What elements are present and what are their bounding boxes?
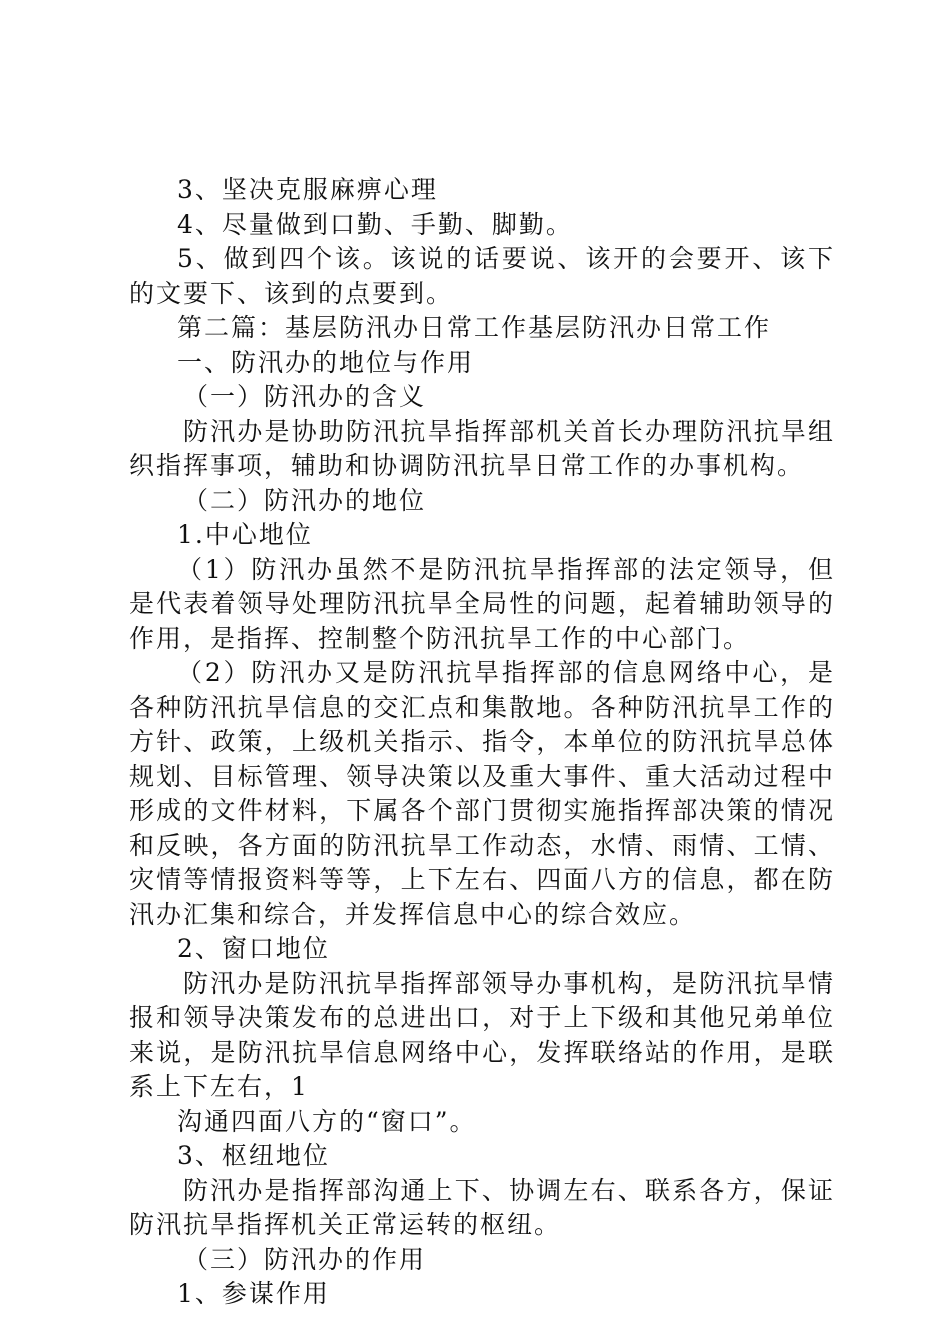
document-body bbox=[129, 173, 835, 1312]
heading-position-and-role: 一、防汛办的地位与作用 bbox=[177, 347, 475, 377]
subheading-position: （二）防汛办的地位 bbox=[183, 485, 427, 515]
heading-advisory-role: 1、参谋作用 bbox=[177, 1279, 330, 1308]
paragraph-window: 防汛办是防汛抗旱指挥部领导办事机构，是防汛抗旱情报和领导决策发布的总进出口，对于上下级和其他兄弟单位来说，是防汛抗旱信息网络中心，发挥联络站的作用，是联系上下左右，1 bbox=[129, 968, 835, 1101]
section-heading-part-two: 第二篇：基层防汛办日常工作基层防汛办日常工作 bbox=[177, 313, 772, 342]
subheading-role: （三）防汛办的作用 bbox=[183, 1244, 427, 1274]
paragraph-window-continued: 沟通四面八方的“窗口”。 bbox=[177, 1106, 477, 1136]
paragraph-central-2: （2）防汛办又是防汛抗旱指挥部的信息网络中心，是各种防汛抗旱信息的交汇点和集散地。各种防汛抗旱工作的方针、政策，上级机关指示、指令，本单位的防汛抗旱总体规划、目标管理、领导决策以及重大事件、重大活动过程中形成的文件材料，下属各个部门贯彻实施指挥部决策的情况和反映，各方面的防汛抗旱工作动态，水情、雨情、工情、灾情等情报资料等等，上下左右、四面八方的信息，都在防汛办汇集和综合，并发挥信息中心的综合效应。 bbox=[129, 658, 835, 929]
heading-window-position: 2、窗口地位 bbox=[177, 934, 330, 963]
heading-central-position: 1.中心地位 bbox=[177, 520, 313, 549]
paragraph-1: 3、坚决克服麻痹心理 bbox=[177, 175, 438, 204]
paragraph-definition: 防汛办是协助防汛抗旱指挥部机关首长办理防汛抗旱组织指挥事项，辅助和协调防汛抗旱日常工作的办事机构。 bbox=[129, 416, 835, 480]
paragraph-3: 5、做到四个该。该说的话要说、该开的会要开、该下的文要下、该到的点要到。 bbox=[129, 244, 835, 308]
paragraph-2: 4、尽量做到口勤、手勤、脚勤。 bbox=[177, 209, 573, 239]
subheading-definition: （一）防汛办的含义 bbox=[183, 382, 427, 411]
paragraph-central-1: （1）防汛办虽然不是防汛抗旱指挥部的法定领导，但是代表着领导处理防汛抗旱全局性的问题，起着辅助领导的作用，是指挥、控制整个防汛抗旱工作的中心部门。 bbox=[129, 554, 835, 653]
heading-hub-position: 3、枢纽地位 bbox=[177, 1141, 330, 1170]
paragraph-hub: 防汛办是指挥部沟通上下、协调左右、联系各方，保证防汛抗旱指挥机关正常运转的枢纽。 bbox=[129, 1175, 835, 1239]
